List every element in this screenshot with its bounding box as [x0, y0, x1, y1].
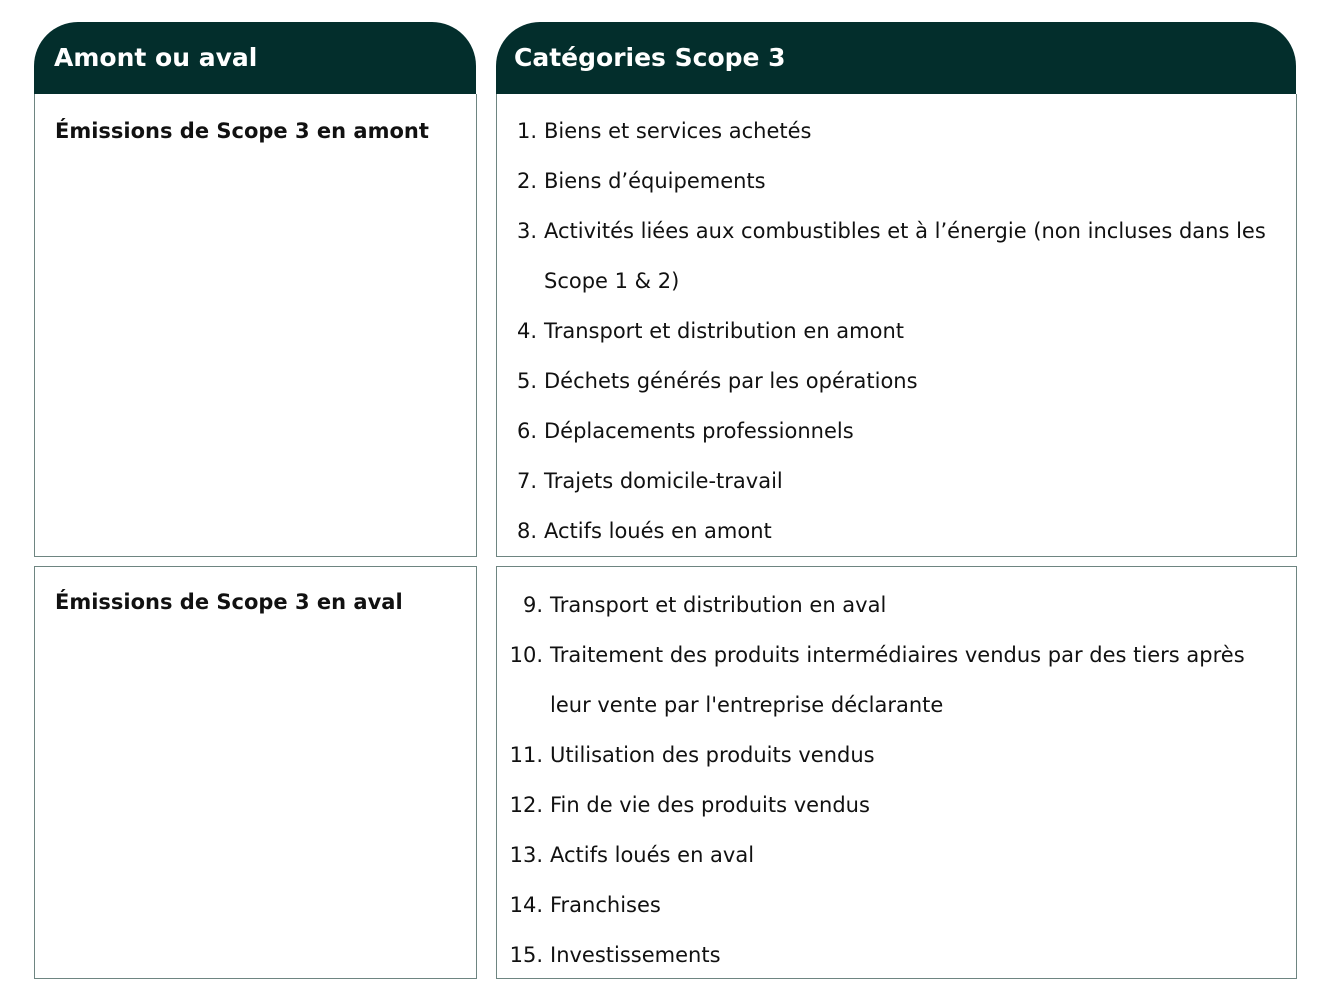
category-number: 8. [516, 519, 537, 543]
upstream-category-list [497, 106, 1282, 556]
category-number: 9. [522, 593, 543, 617]
category-number: 7. [516, 469, 537, 493]
downstream-categories-cell [496, 566, 1297, 979]
category-text: Déchets générés par les opérations [544, 369, 918, 393]
upstream-label: Émissions de Scope 3 en amont [55, 119, 429, 143]
category-text: Déplacements professionnels [544, 419, 854, 443]
category-number: 14. [509, 893, 543, 917]
downstream-label: Émissions de Scope 3 en aval [55, 590, 403, 614]
downstream-label-cell [34, 566, 477, 979]
upstream-categories-cell [496, 94, 1297, 557]
category-item [497, 356, 1282, 406]
header-upstream-downstream: Amont ou aval [34, 22, 476, 94]
category-text: Traitement des produits intermédiaires vendus par des tiers après leur vente par l'entreprise déclarante [550, 643, 1245, 717]
category-number: 4. [516, 319, 537, 343]
category-text: Trajets domicile-travail [544, 469, 783, 493]
category-item [497, 830, 1282, 880]
category-item [497, 930, 1282, 980]
category-number: 3. [516, 219, 537, 243]
category-item [497, 456, 1282, 506]
category-text: Biens et services achetés [544, 119, 812, 143]
category-number: 5. [516, 369, 537, 393]
category-text: Biens d’équipements [544, 169, 766, 193]
category-text: Actifs loués en aval [550, 843, 755, 867]
category-text: Utilisation des produits vendus [550, 743, 875, 767]
category-text: Investissements [550, 943, 721, 967]
category-number: 6. [516, 419, 537, 443]
downstream-category-list [497, 580, 1282, 980]
category-number: 10. [509, 643, 543, 667]
category-number: 15. [509, 943, 543, 967]
category-item [497, 730, 1282, 780]
category-item [497, 580, 1282, 630]
category-item [497, 406, 1282, 456]
category-number: 2. [516, 169, 537, 193]
upstream-label-cell [34, 94, 477, 557]
category-item [497, 106, 1282, 156]
category-number: 11. [509, 743, 543, 767]
category-text: Activités liées aux combustibles et à l’énergie (non incluses dans les Scope 1 & 2) [544, 219, 1266, 293]
category-text: Franchises [550, 893, 661, 917]
category-number: 12. [509, 793, 543, 817]
category-number: 1. [516, 119, 537, 143]
category-item [497, 506, 1282, 556]
category-item [497, 880, 1282, 930]
category-item [497, 780, 1282, 830]
category-text: Fin de vie des produits vendus [550, 793, 870, 817]
category-number: 13. [509, 843, 543, 867]
category-item [497, 156, 1282, 206]
category-item [497, 630, 1282, 730]
category-item [497, 206, 1282, 306]
header-scope3-categories: Catégories Scope 3 [496, 22, 1296, 94]
category-text: Actifs loués en amont [544, 519, 772, 543]
category-text: Transport et distribution en aval [550, 593, 887, 617]
category-text: Transport et distribution en amont [544, 319, 905, 343]
category-item [497, 306, 1282, 356]
